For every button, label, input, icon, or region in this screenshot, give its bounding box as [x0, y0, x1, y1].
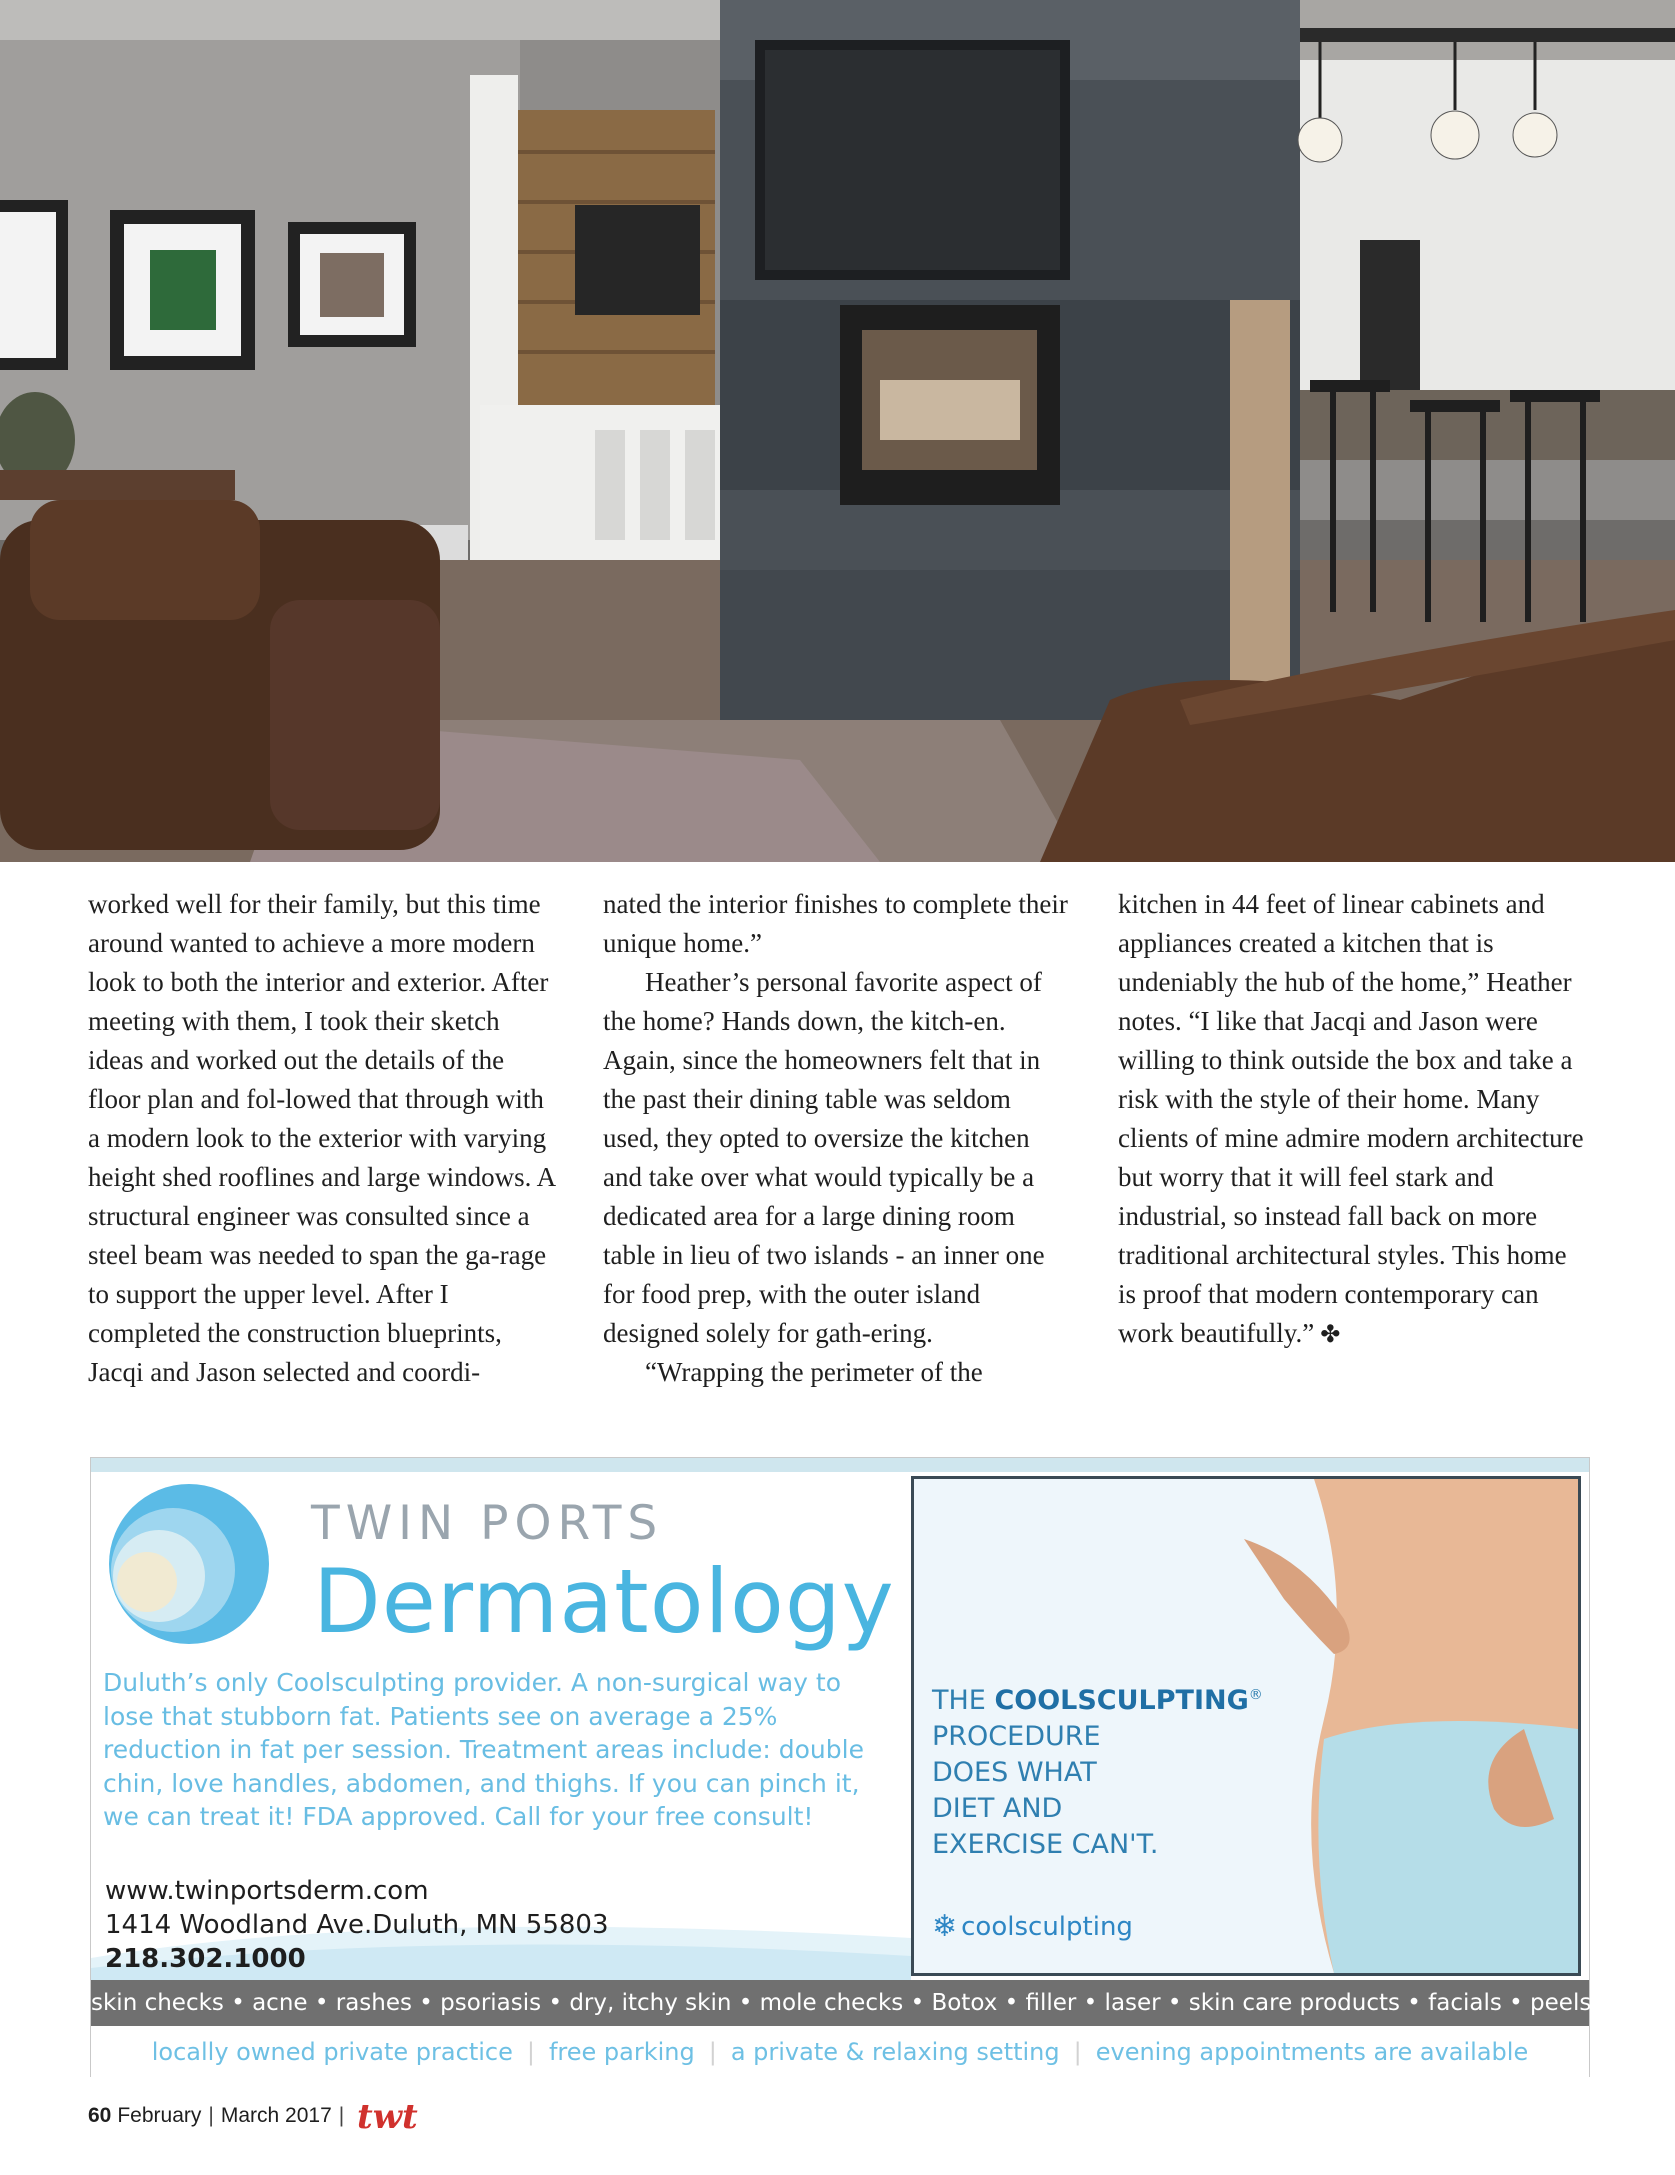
brand-tagline: TWIN PORTS: [311, 1496, 664, 1551]
fleuron-icon: ✤: [1320, 1320, 1341, 1348]
headline-line-3: DOES WHAT: [932, 1757, 1097, 1788]
article-paragraph: nated the interior finishes to complete their unique home.”: [603, 889, 1068, 958]
headline-line-1: [932, 1677, 1292, 1719]
article-body: [88, 885, 1588, 1445]
brand-name: Dermatology: [313, 1550, 895, 1653]
ad-description: Duluth’s only Coolsculpting provider. A non-surgical way to lose that stubborn fat. Patients see on average a 25% reduction in fat per session. Treatment areas include: double chin, love handles, abdomen, and thighs. If you can pinch it, we can treat it! FDA approved. Call for your free consult!: [103, 1668, 864, 1831]
article-paragraph: [1118, 885, 1588, 1354]
article-paragraph: worked well for their family, but this time around wanted to achieve a more modern look to both the interior and exterior. After meeting with them, I took their sketch ideas and worked out the details of the floor plan and fol-lowed that through with a modern look to the exterior with varying height shed rooflines and large windows. A structural engineer was consulted since a steel beam was needed to span the ga-rage to support the upper level. After I completed the construction blueprints, Jacqi and Jason selected and coordi-: [88, 889, 555, 1387]
article-column-1: [88, 885, 558, 1392]
footer-separator: |: [208, 2104, 214, 2127]
perk-item: evening appointments are available: [1095, 2038, 1529, 2066]
perk-separator: |: [708, 2038, 717, 2066]
coolsculpting-brand-text: coolsculpting: [961, 1911, 1133, 1942]
headline-line-2: PROCEDURE: [932, 1721, 1101, 1752]
page-number: 60: [88, 2104, 112, 2127]
headline-prefix: THE: [932, 1685, 995, 1716]
headline-line-5: EXERCISE CAN'T.: [932, 1829, 1159, 1860]
panel-headline: [932, 1677, 1292, 1863]
coolsculpting-panel: [911, 1476, 1581, 1976]
issue-date: March 2017: [220, 2104, 332, 2127]
living-room-illustration: [0, 0, 1675, 862]
article-paragraph: Heather’s personal favorite aspect of the home? Hands down, the kitch-en. Again, since the homeowners felt that in the past their dining table was seldom used, they opted to oversize the kitchen and take over what would typically be a dedicated area for a large dining room table in lieu of two islands - an inner one for food prep, with the outer island designed solely for gath-ering.: [603, 967, 1045, 1348]
magazine-logo-text: twt: [357, 2097, 418, 2136]
address-text: 1414 Woodland Ave.Duluth, MN 55803: [105, 1910, 609, 1940]
perk-item: free parking: [548, 2038, 695, 2066]
perk-separator: |: [526, 2038, 535, 2066]
registered-mark: ®: [1248, 1687, 1263, 1703]
article-paragraph: “Wrapping the perimeter of the: [645, 1357, 983, 1387]
article-column-2: [603, 885, 1073, 1392]
perks-bar: [91, 2026, 1589, 2078]
page-footer: [88, 2096, 425, 2136]
headline-line-4: DIET AND: [932, 1793, 1063, 1824]
issue-month: February: [117, 2104, 202, 2127]
coolsculpting-brand: [932, 1909, 1133, 1944]
article-column-3: [1118, 885, 1588, 1354]
magazine-logo: [355, 2096, 425, 2136]
footer-separator: |: [338, 2104, 345, 2127]
services-bar: skin checks • acne • rashes • psoriasis • dry, itchy skin • mole checks • Botox • filler • laser • skin care products • facials • peels: [91, 1980, 1589, 2026]
article-text: kitchen in 44 feet of linear cabinets and appliances created a kitchen that is undeniably the hub of the home,” Heather notes. “I like that Jacqi and Jason were willing to think outside the box and take a risk with the style of their home. Many clients of mine admire modern architecture but worry that it will feel stark and industrial, so instead fall back on more traditional architectural styles. This home is proof that modern contemporary can work beautifully.”: [1118, 889, 1584, 1348]
circles-logo-icon: [107, 1482, 272, 1647]
dermatology-advertisement[interactable]: [90, 1457, 1590, 2077]
snowflake-icon: ❄: [932, 1909, 958, 1944]
perk-separator: |: [1073, 2038, 1082, 2066]
website-link[interactable]: www.twinportsderm.com: [105, 1876, 429, 1906]
perk-item: locally owned private practice: [151, 2038, 513, 2066]
headline-brand: COOLSCULPTING: [994, 1685, 1249, 1716]
perk-item: a private & relaxing setting: [730, 2038, 1060, 2066]
phone-number[interactable]: 218.302.1000: [105, 1944, 306, 1974]
ad-top-strip: [91, 1458, 1589, 1472]
interior-photo: [0, 0, 1675, 862]
